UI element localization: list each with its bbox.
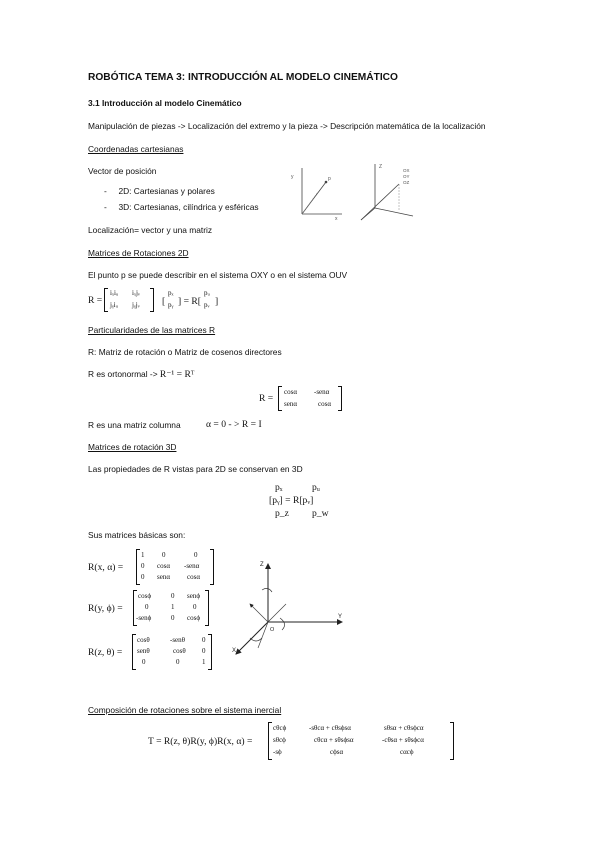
particular-alpha-eq: α = 0 - > R = I xyxy=(206,419,262,430)
composition-heading: Composición de rotaciones sobre el sistema inercial xyxy=(88,705,282,715)
T-label: T = R(z, θ)R(y, ϕ)R(x, α) = xyxy=(148,736,253,747)
rot3d-heading: Matrices de rotación 3D xyxy=(88,442,177,452)
bullet-3d: - 3D: Cartesianas, cilíndrica y esféricas xyxy=(104,202,259,212)
particular-line2: R es ortonormal -> R⁻¹ = Rᵀ xyxy=(88,369,195,380)
particular-line1: R: Matriz de rotación o Matriz de cosenos directores xyxy=(88,347,282,357)
position-vector-label: Vector de posición xyxy=(88,166,157,176)
localization-line: Localización= vector y una matriz xyxy=(88,225,213,235)
rot2d-heading: Matrices de Rotaciones 2D xyxy=(88,248,189,258)
rot3d-text: Las propiedades de R vistas para 2D se conservan en 3D xyxy=(88,464,303,474)
basic-matrices-label: Sus matrices básicas son: xyxy=(88,530,186,540)
svg-text:p: p xyxy=(328,176,331,182)
rot2d-R-label: R = xyxy=(88,295,103,306)
particular-R-label: R = xyxy=(259,393,274,404)
particular-heading: Particularidades de las matrices R xyxy=(88,325,216,335)
T-matrix: cθcϕ -sθcα + cθsϕsα sθsα + cθsϕcα sθcϕ cθcα + sθsϕsα -cθsα + sθsϕcα -sϕ cϕsα cαcϕ xyxy=(268,722,454,760)
Ry-matrix: cosϕ 0 senϕ 0 1 0 -senϕ 0 cosϕ xyxy=(133,590,209,626)
bullet-2d: - 2D: Cartesianas y polares xyxy=(104,186,215,196)
axis-z-label: Z xyxy=(260,562,264,568)
Rz-label: R(z, θ) = xyxy=(88,647,123,658)
Rz-matrix: cosθ -senθ 0 senθ cosθ 0 0 0 1 xyxy=(132,634,212,670)
svg-text:Z: Z xyxy=(379,164,383,170)
svg-text:OX: OX xyxy=(403,168,410,173)
axes-3d-figure xyxy=(228,556,358,668)
axis-y-label: Y xyxy=(338,614,343,620)
document-title: ROBÓTICA TEMA 3: INTRODUCCIÓN AL MODELO CINEMÁTICO xyxy=(88,72,398,83)
svg-text:OZ: OZ xyxy=(403,180,410,185)
intro-line: Manipulación de piezas -> Localización del extremo y la pieza -> Descripción matemática de la localización xyxy=(88,121,486,131)
rot2d-R-matrix: iₓiᵤ iₓjᵥ jᵧiᵤ jᵧjᵥ xyxy=(104,288,154,312)
coordinate-2d-figure xyxy=(288,160,344,222)
particular-line3: R es una matriz columna xyxy=(88,420,181,430)
cartesian-heading: Coordenadas cartesianas xyxy=(88,144,184,154)
particular-R-matrix: cosα -senα senα cosα xyxy=(278,386,342,411)
Ry-label: R(y, ϕ) = xyxy=(88,603,123,614)
section-heading: 3.1 Introducción al modelo Cinemático xyxy=(88,98,242,108)
axis-origin-label: O xyxy=(270,627,275,633)
axis-x-label: X xyxy=(232,648,237,654)
svg-text:y: y xyxy=(291,174,294,180)
Rx-matrix: 1 0 0 0 cosα -senα 0 senα cosα xyxy=(136,549,214,585)
svg-text:OY: OY xyxy=(403,174,410,179)
rot2d-text: El punto p se puede describir en el sistema OXY o en el sistema OUV xyxy=(88,270,348,280)
Rx-label: R(x, α) = xyxy=(88,562,124,573)
svg-text:x: x xyxy=(335,216,338,222)
coordinate-3d-figure xyxy=(355,158,417,224)
